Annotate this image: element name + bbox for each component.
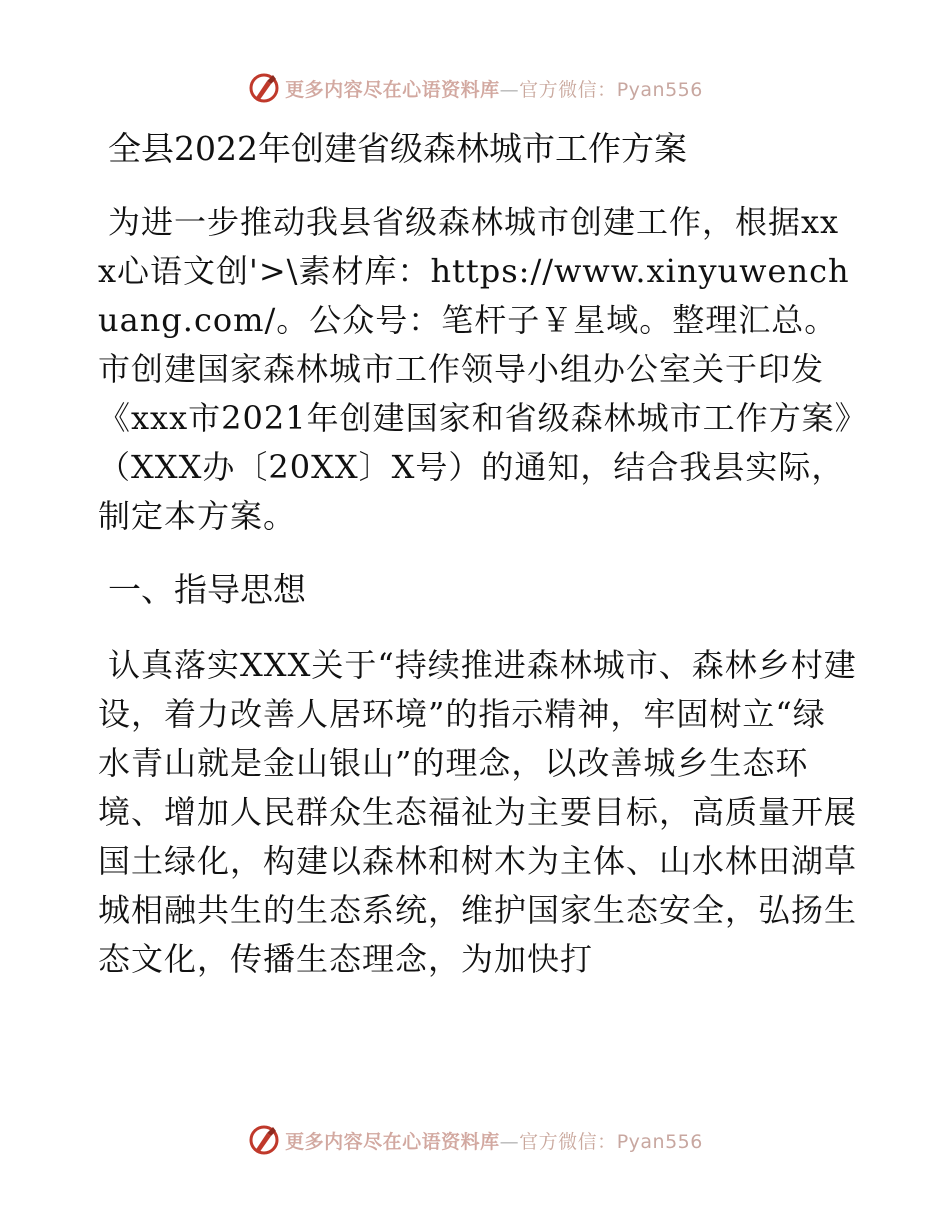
watermark-wechat-label: 官方微信： xyxy=(519,78,617,101)
pen-circle-logo-icon xyxy=(247,71,281,105)
pen-circle-logo-icon xyxy=(247,1123,281,1157)
watermark-wechat-id: Pyan556 xyxy=(616,78,703,101)
watermark-wechat-id: Pyan556 xyxy=(616,1130,703,1153)
intro-text: 为进一步推动我县省级森林城市创建工作，根据xxx心语文创'>\素材库：https://www.xinyuwenchuang.com/。公众号：笔杆子￥星域。整理汇总。市创建国家森林城市工作领导小组办公室关于印发《xxx市2021年创建国家和省级森林城市工作方案》（XXX办〔20XX〕X号）的通知，结合我县实际，制定本方案。 xyxy=(98,203,852,535)
watermark-separator: — xyxy=(499,78,520,101)
section-1-text: 认真落实XXX关于“持续推进森林城市、森林乡村建设，着力改善人居环境”的指示精神，牢固树立“绿水青山就是金山银山”的理念，以改善城乡生态环境、增加人民群众生态福祉为主要目标，高质量开展国土绿化，构建以森林和树木为主体、山水林田湖草城相融共生的生态系统，维护国家生态安全，弘扬生态文化，传播生态理念，为加快打 xyxy=(98,646,858,978)
watermark-separator: — xyxy=(499,1130,520,1153)
watermark-brand: 更多内容尽在心语资料库 xyxy=(285,1130,500,1153)
watermark-brand: 更多内容尽在心语资料库 xyxy=(285,78,500,101)
document-body xyxy=(98,122,858,984)
document-title: 全县2022年创建省级森林城市工作方案 xyxy=(108,129,687,168)
watermark-footer xyxy=(0,1120,950,1160)
watermark-text xyxy=(285,75,703,102)
intro-paragraph xyxy=(98,198,858,541)
watermark-header xyxy=(0,68,950,108)
watermark-text xyxy=(285,1127,703,1154)
watermark-wechat-label: 官方微信： xyxy=(519,1130,617,1153)
section-1-title: 一、指导思想 xyxy=(108,570,306,609)
section-1-paragraph xyxy=(98,641,858,984)
